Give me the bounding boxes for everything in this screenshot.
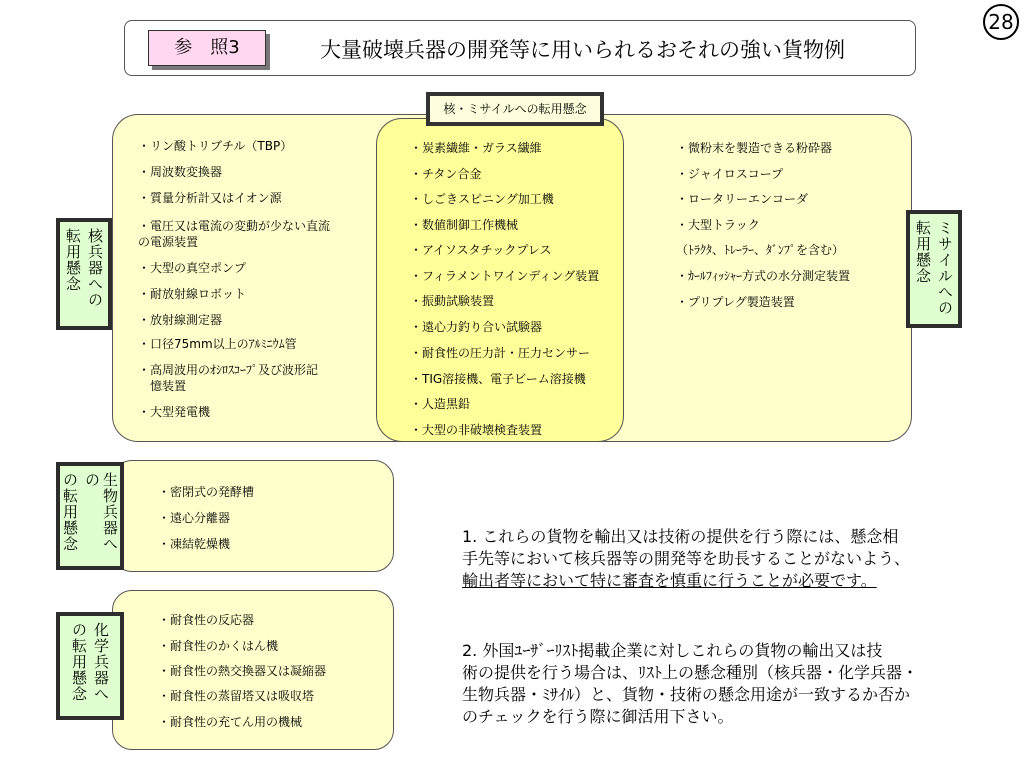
panel-bio [112,460,394,572]
list-item: ・炭素繊維・ガラス繊維 [410,141,542,155]
tag-nuclear-missile-label: 核・ミサイルへの転用懸念 [430,96,600,122]
list-item: ・大型発電機 [138,405,211,419]
list-item: ・TIG溶接機、電子ビーム溶接機 [410,372,586,386]
note-1-line: 1. これらの貨物を輸出又は技術の提供を行う際には、懸念相 [462,527,899,546]
list-item: ・数値制御工作機械 [410,218,519,232]
note-2-line: 生物兵器・ﾐｻｲﾙ）と、貨物・技術の懸念用途が一致するか否か [462,685,911,704]
reference-label: 参 照3 [148,30,266,66]
list-item: ・ｶｰﾙﾌｨｯｼｬｰ方式の水分測定装置 [676,269,851,283]
list-item: ・電圧又は電流の変動が少ない直流 [138,219,331,233]
list-item: ・耐食性のかくはん機 [158,639,279,653]
tag-nuclear-line2: 転用懸念 [64,228,82,292]
note-2-line: のチェックを行う際に御活用下さい。 [462,707,734,726]
tag-bio-line1: 生物兵器への [83,472,119,552]
list-item: ・凍結乾燥機 [158,537,231,551]
list-item: 憶装置 [138,379,187,393]
tag-nuclear-missile [426,92,604,126]
page-title: 大量破壊兵器の開発等に用いられるおそれの強い貨物例 [320,38,845,62]
list-item: の電源装置 [138,235,199,249]
list-item: （ﾄﾗｸﾀ、ﾄﾚｰﾗｰ、ﾀﾞﾝﾌﾟを含む） [676,243,845,257]
tag-bio [56,462,124,570]
tag-missile-line1: ミサイルへの [936,220,954,316]
list-item: ・リン酸トリブチル（TBP） [138,139,293,153]
note-1-line: 輸出者等において特に審査を慎重に行うことが必要です。 [462,571,877,590]
list-item: ・大型の真空ポンプ [138,261,247,275]
tag-bio-line2: の転用懸念 [61,472,79,552]
list-item: ・大型トラック [676,218,760,232]
list-item: ・ジャイロスコープ [676,167,784,181]
tag-chem [56,612,124,720]
list-item: ・耐食性の充てん用の機械 [158,715,303,729]
list-item: ・ロータリーエンコーダ [676,192,809,206]
note-1 [462,526,992,592]
list-item: ・振動試験装置 [410,294,495,308]
note-2-line: 2. 外国ﾕｰｻﾞｰﾘｽﾄ掲載企業に対しこれらの貨物の輸出又は技 [462,641,883,660]
list-item: ・しごきスピニング加工機 [410,192,554,206]
tag-missile [906,210,962,328]
tag-chem-line1: 化学兵器へ [92,622,110,702]
tag-nuclear-line1: 核兵器への [86,228,104,308]
list-item: ・プリプレグ製造装置 [676,295,795,309]
list-item: ・耐食性の熱交換器又は凝縮器 [158,664,327,678]
list-item: ・チタン合金 [410,167,482,181]
list-item: ・耐放射線ロボット [138,287,247,301]
list-item: ・耐食性の反応器 [158,613,255,627]
list-item: ・フィラメントワインディング装置 [410,269,600,283]
list-item: ・アイソスタチックプレス [410,243,552,257]
list-item: ・耐食性の蒸留塔又は吸収塔 [158,689,315,703]
list-item: ・耐食性の圧力計・圧力センサー [410,346,591,360]
list-item: ・遠心分離器 [158,511,231,525]
list-item: ・遠心力釣り合い試験器 [410,320,543,334]
list-item: ・周波数変換器 [138,165,223,179]
note-2 [462,640,992,728]
tag-chem-line2: の転用懸念 [70,622,88,702]
note-1-line: 手先等において核兵器等の開発等を助長することがないよう、 [462,549,911,568]
list-item: ・大型の非破壊検査装置 [410,423,543,437]
tag-nuclear [56,218,112,330]
list-item: ・質量分析計又はイオン源 [138,191,282,205]
note-2-line: 術の提供を行う場合は、ﾘｽﾄ上の懸念種別（核兵器・化学兵器・ [462,663,919,682]
page-number: 28 [983,4,1019,40]
list-item: ・放射線測定器 [138,313,223,327]
list-item: ・人造黒鉛 [410,397,471,411]
list-item: ・密閉式の発酵槽 [158,485,255,499]
list-item: ・高周波用のｵｼﾛｽｺｰﾌﾟ及び波形記 [138,363,319,377]
list-item: ・微粉末を製造できる粉砕器 [676,141,833,155]
tag-missile-line2: 転用懸念 [914,220,932,284]
list-item: ・口径75mm以上のｱﾙﾐﾆｳﾑ管 [138,337,297,351]
